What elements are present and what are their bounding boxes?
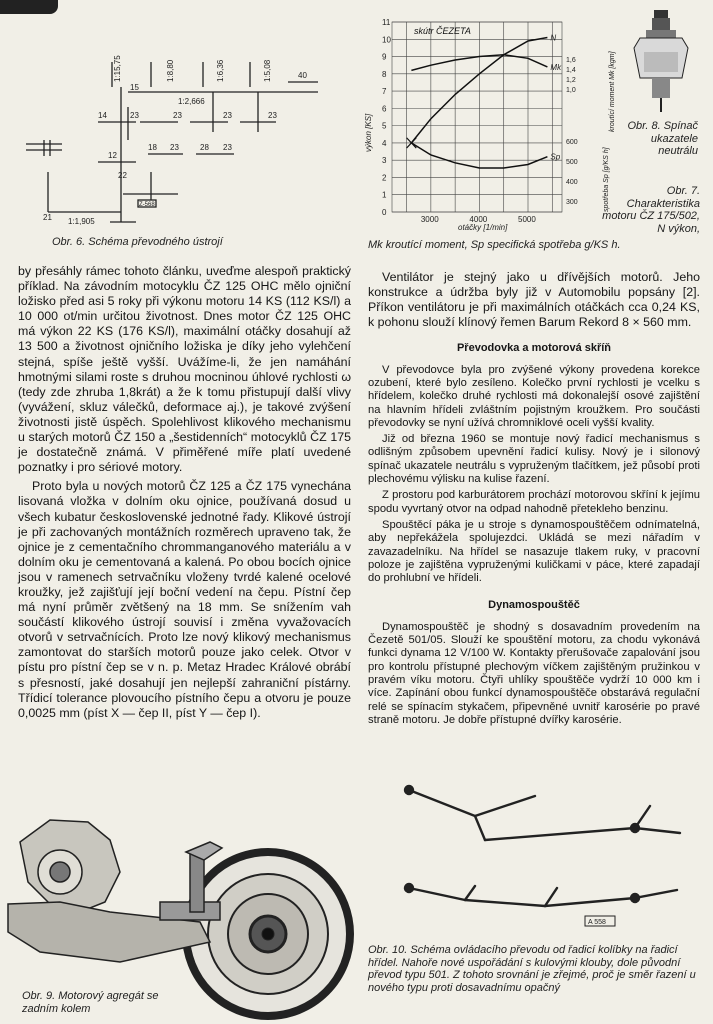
fig7-caption: Obr. 7. Charakteristika motoru ČZ 175/502, N výkon, [602, 185, 700, 235]
fig6-ratio-3: 1:6,36 [216, 59, 225, 82]
chart-ytick-label: 3 [382, 156, 387, 166]
fig6-ratio-2: 1:8,80 [166, 59, 175, 82]
fig6-num-15: 15 [130, 83, 139, 92]
fig7-caption-continued: Mk kroutící moment, Sp specifická spotřeba g/KS h. [368, 239, 621, 251]
fig6-gear-b: 23 [130, 111, 139, 120]
heading-prevodovka: Převodovka a motorová skříň [456, 342, 612, 355]
fig6-gear-a: 14 [98, 111, 107, 120]
fig6-gear-g: 18 [148, 143, 157, 152]
fig10-linkage-drawing [395, 778, 695, 938]
chart-ylabel-mk: kroutící moment Mk [kgm] [609, 51, 616, 132]
fig6-gear-d: 23 [223, 111, 232, 120]
chart-series-label: Sp [550, 152, 561, 162]
prevodovka-paragraph-2: Již od března 1960 se montuje nový řadicí mechanismus s odlišným způsobem upevnění řadicí kulisy. Nový je i silonový spínač ukazatele neutrálu s vypruženým tlačítkem, jež působí proti plechovému výlisku na kulise řazení. [368, 433, 700, 486]
fig6-box-label: Z-568 [139, 202, 155, 208]
chart-series-label: N [550, 33, 557, 43]
fig6-gear-schematic [18, 32, 318, 232]
left-column [18, 264, 351, 721]
chart-ytick-label: 9 [382, 52, 387, 62]
fig6-num-40: 40 [298, 71, 307, 80]
chart-ytick-label: 1 [382, 190, 387, 200]
chart-ylabel-sp: spotřeba Sp [g/KS h] [603, 147, 610, 212]
fig6-gear-c: 23 [173, 111, 182, 120]
fig6-gear-f: 12 [108, 151, 117, 160]
chart-title: skútr ČEZETA [414, 26, 471, 36]
fig6-gear-h: 23 [170, 143, 179, 152]
prevodovka-paragraph-1: V převodovce byla pro zvýšené výkony provedena korekce ozubení, které bylo zesíleno. Kolečko první rychlosti je vcelku s hřídelem, kolečko druhé rychlosti má dokonalejší osové zajištění na hlavním hřídeli zvláštním pojistným kroužkem. Pro součásti převodovky se nyní užívá chromniklové oceli vyšší kvality. [368, 363, 700, 429]
fig6-ratio-main: 1:2,666 [178, 97, 205, 106]
fig6-ratio-4: 1:5,08 [263, 59, 272, 82]
fig6-bottom-ratio: 1:1,905 [68, 217, 95, 226]
fig6-gear-i: 28 [200, 143, 209, 152]
right-intro: Ventilátor je stejný jako u dřívějších motorů. Jeho konstrukce a údržba byly již v Automobilu popsány [2]. Příkon ventilátoru je při maximálních otáčkách cca 0,24 KS, k pohonu slouží klínový řemen Barum Rekord 8 × 560 mm. [368, 270, 700, 330]
prevodovka-paragraph-4: Spouštěcí páka je u stroje s dynamospouštěčem odnímatelná, aby nepřekážela spolujezdci. Ukládá se mezi nářadím v zavazadelníku. Na hřídel se nasazuje tlakem ruky, v pracovní poloze je zajištěna vypruženými kuličkami v páce, které zapadají do prohlubní ve hřídeli. [368, 518, 700, 585]
fig8-neutral-switch [632, 8, 692, 118]
chart-sp-tick: 400 [566, 179, 578, 186]
chart-frame [392, 22, 562, 212]
prevodovka-paragraph-3: Z prostoru pod karburátorem prochází motorovou skříní k jejímu spodu vyvrtaný otvor na odpad nahodně přetekleho benzinu. [368, 489, 700, 515]
chart-ytick-label: 11 [382, 18, 391, 27]
chart-xlabel: otáčky [1/min] [458, 223, 508, 232]
chart-sp-tick: 500 [566, 159, 578, 166]
chart-mk-tick: 1,0 [566, 87, 576, 94]
magazine-logo [0, 0, 58, 14]
chart-ylabel-left: výkon [KS] [364, 113, 373, 152]
chart-xtick-label: 5000 [518, 215, 536, 224]
fig6-gear-k: 22 [118, 171, 127, 180]
left-paragraph-2: Proto byla u nových motorů ČZ 125 a ČZ 175 vynechána lisovaná vložka v dolním oku ojnice, používaná dosud u všech kubatur československé jednotné řady. Klikové ústrojí je při zachovaných montážních rozměrech upraveno tak, že ojnice je z cementačního chrommanganového materiálu a v dolním oku je cementovaná a kalená. Po obou bocích ojnice jsou v ramenech setrvačníku vloženy tvrdé kalené ocelové kroužky, jež zajišťují její boční vedení na čepu. Pístní čep má nyní průměr zvětšený na 18 mm. Se snížením vah součástí klikového ústrojí souvisí i změna vyvažovacích otvorů v setrvačnících. Proto lze nový klikový mechanismus zamontovat do starších motorů pouze jako celek. Otvor v pístu pro pístní čep se v n. p. Metaz Hradec Králové obrábí s přesností, jaké dosahují jen nejlepší zahraniční pístárny. Třídicí tolerance plovoucího pístního čepu a otvoru je pouze 0,0025 mm (píst X — čep II, píst Y — čep I). [18, 479, 351, 720]
right-column [368, 270, 700, 727]
chart-xtick-label: 4000 [469, 215, 488, 224]
chart-mk-tick: 1,4 [566, 67, 576, 74]
chart-ytick-label: 10 [382, 35, 391, 45]
fig6-gear-e: 23 [268, 111, 277, 120]
chart-mk-tick: 1,6 [566, 57, 576, 64]
chart-ytick-label: 2 [382, 173, 387, 183]
fig7-characteristic-chart [362, 12, 620, 236]
chart-sp-tick: 300 [566, 199, 578, 206]
chart-ytick-label: 0 [382, 208, 387, 217]
chart-ytick-label: 5 [382, 121, 387, 131]
fig6-num-21: 21 [43, 213, 52, 222]
chart-sp-tick: 600 [566, 139, 578, 146]
fig6-caption: Obr. 6. Schéma převodného ústrojí [52, 236, 223, 248]
fig9-caption: Obr. 9. Motorový agregát se zadním kolem [22, 990, 159, 1015]
fig8-caption: Obr. 8. Spínač ukazatele neutrálu [627, 120, 698, 157]
chart-ytick-label: 4 [382, 138, 387, 148]
heading-dynamo: Dynamospouštěč [488, 599, 580, 612]
chart-xtick-label: 3000 [420, 215, 439, 224]
fig10-box-label: A 558 [588, 919, 606, 926]
chart-ytick-label: 7 [382, 87, 387, 97]
chart-series-label: Mk [550, 62, 562, 72]
chart-ytick-label: 8 [382, 69, 387, 79]
left-paragraph-1: by přesáhly rámec tohoto článku, uveďme alespoň praktický příklad. Na závodním motocyklu ČZ 125 OHC mělo ojniční ložisko před asi 5 roky při výkonu motoru 14 KS (112 KS/l) a 10 000 ot/min určitou životnost. Dnes motor ČZ 125 OHC má výkon 22 KS (176 KS/l), maximální otáčky dosahují až 13 500 a životnost ojničního ložiska je díky jeho vylehčení stejná, spíše ještě vyšší. Uvážíme-li, že jen namáhání hmotnými silami roste s druhou mocninou úhlové rychlosti ω (tedy zde zhruba 1,8krát) a že k tomu přistupují další vlivy (vyvážení, skluz válečků, deformace aj.), je takové zvýšení životnosti jistě úspěch. Spolehlivost klikového mechanismu u starých motorů ČZ 150 a „šestidenních“ motocyklů ČZ 175 je dostatečně známá. V přiměřené míře platí uvedené poznatky i pro sériové motory. [18, 264, 351, 475]
fig10-caption: Obr. 10. Schéma ovládacího převodu od řadicí kolíbky na řadicí hřídel. Nahoře nové uspořádání s kulovými klouby, dole původní převod typu 501. Z tohoto srovnání je zřejmé, proč je směr řazení u nového typu proti dosavadnímu opačný [368, 944, 696, 994]
dynamo-paragraph: Dynamospouštěč je shodný s dosavadním provedením na Čezetě 501/05. Slouží ke spouštění motoru, za chodu vykonává funkci dynama 12 V/100 W. Kontakty přerušovače zapalování jsou pro kontrolu přístupné plechovým víčkem zajištěným pružinkou v pravém víku motoru. Čtyři uhlíky spouštěče vydrží 10 000 km i více. Zapínání obou funkcí dynamospouštěče obstarává regulační relé se spínacím stykačem, připevněné uvnitř karosérie po pravé straně motoru. Je dobře přístupné dvířky karosérie. [368, 620, 700, 726]
chart-ytick-label: 6 [382, 104, 387, 114]
fig6-ratio-1: 1:15,75 [113, 55, 122, 82]
fig6-gear-j: 23 [223, 143, 232, 152]
chart-mk-tick: 1,2 [566, 77, 576, 84]
